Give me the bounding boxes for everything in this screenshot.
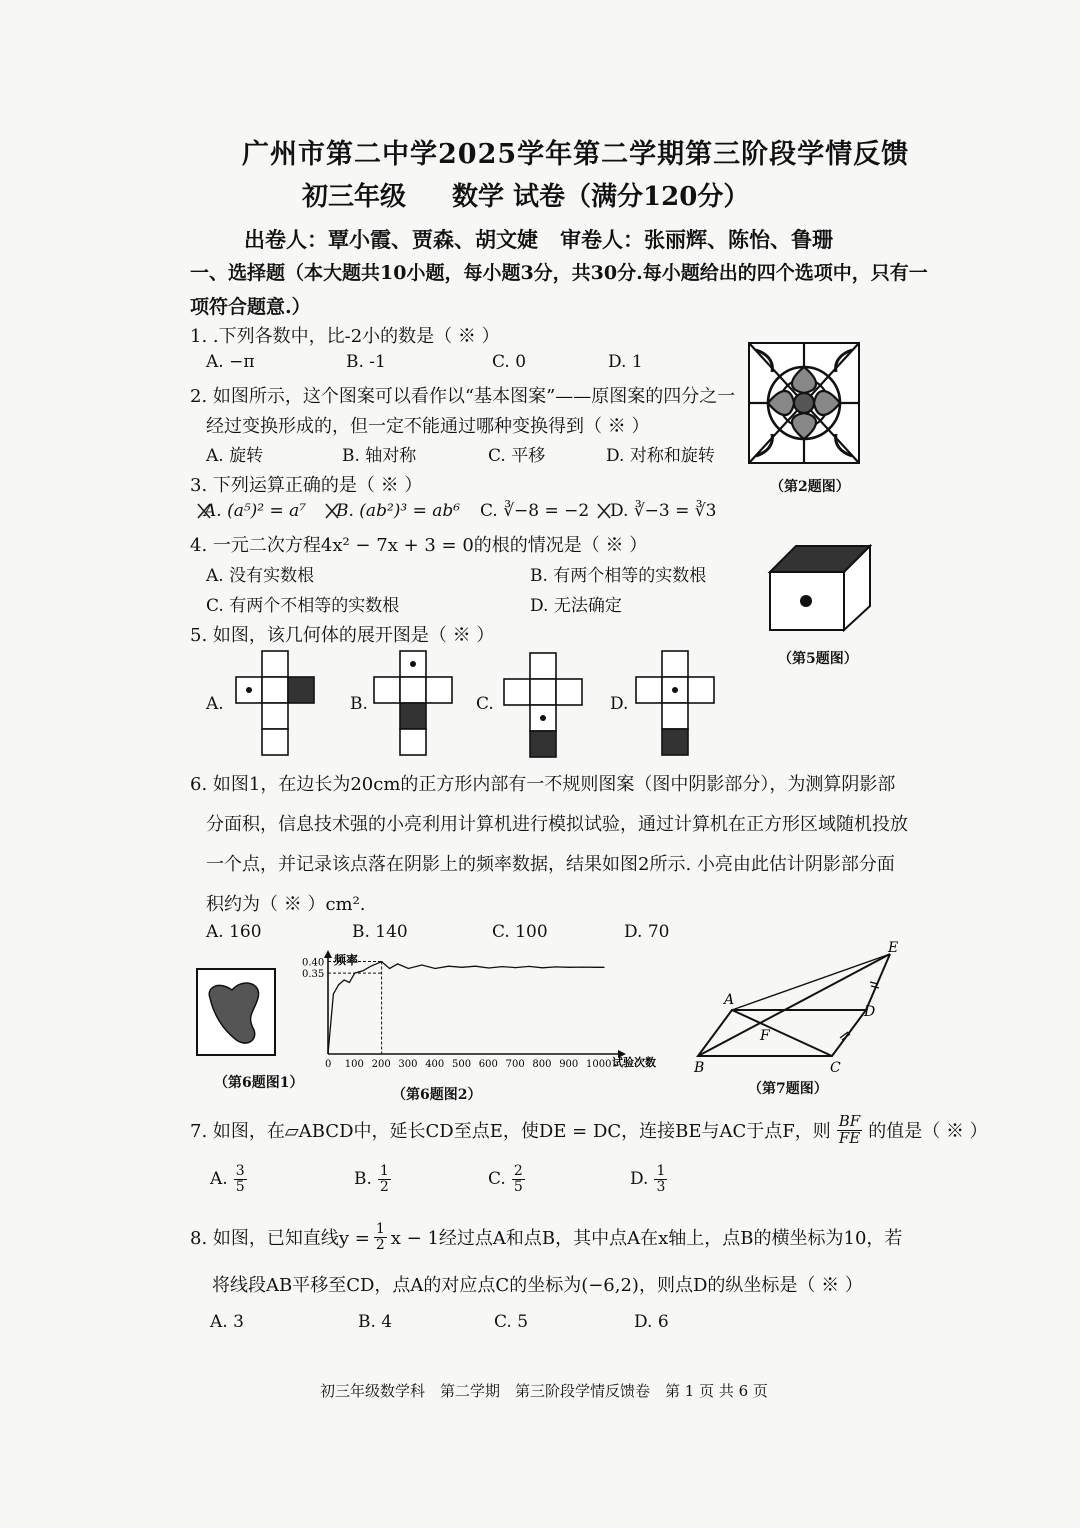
q7-option-a-fraction bbox=[234, 1164, 247, 1194]
x-tick-label: 600 bbox=[478, 1059, 498, 1070]
q5-net-a bbox=[236, 650, 316, 756]
q7-option-c bbox=[488, 1164, 525, 1194]
frequency-point bbox=[343, 979, 344, 980]
q7-option-d bbox=[630, 1164, 667, 1194]
q7-option-b bbox=[354, 1164, 391, 1194]
q7-option-a-label: A. bbox=[210, 1169, 228, 1190]
q2-stem-line2: 经过变换形成的，但一定不能通过哪种变换得到（ ※ ） bbox=[206, 416, 650, 437]
q7-fraction-denominator: FE bbox=[838, 1128, 861, 1147]
q7-option-a-num: 3 bbox=[235, 1163, 245, 1179]
frequency-point bbox=[448, 966, 449, 967]
x-tick-label: 500 bbox=[452, 1059, 472, 1070]
frequency-point bbox=[408, 968, 409, 969]
q7-option-c-fraction bbox=[512, 1164, 525, 1194]
q5-stem: 5. 如图，该几何体的展开图是（ ※ ） bbox=[190, 625, 495, 646]
frequency-point bbox=[542, 967, 543, 968]
q5-caption: （第5题图） bbox=[778, 651, 858, 667]
y-tick-label: 0.35 bbox=[302, 969, 325, 981]
q5-option-a-label: A. bbox=[206, 694, 224, 714]
exam-title: 广州市第二中学2025学年第二学期第三阶段学情反馈 bbox=[242, 139, 910, 170]
frequency-series-line bbox=[328, 962, 604, 1054]
q7-point-f: F bbox=[760, 1028, 770, 1044]
authors: 出卷人：覃小霞、贾森、胡文婕 bbox=[244, 227, 538, 252]
q7-option-a-den: 5 bbox=[235, 1178, 245, 1195]
q7-option-b-den: 2 bbox=[379, 1178, 389, 1195]
q7-option-b-label: B. bbox=[354, 1169, 372, 1190]
frequency-point bbox=[569, 967, 570, 968]
q7-option-b-fraction bbox=[378, 1164, 391, 1194]
q7-option-d-num: 1 bbox=[656, 1163, 666, 1179]
q5-net-d bbox=[636, 650, 716, 756]
frequency-point bbox=[333, 993, 334, 994]
q2-option-c: C. 平移 bbox=[488, 446, 546, 466]
q7-fraction-numerator: BF bbox=[838, 1112, 861, 1130]
x-tick-label: 400 bbox=[425, 1059, 445, 1070]
frequency-point bbox=[397, 963, 398, 964]
q5-option-c-label: C. bbox=[476, 694, 494, 714]
q8-stem-line2: 将线段AB平移至CD，点A的对应点C的坐标为(−6,2)，则点D的纵坐标是（ ※ ） bbox=[212, 1275, 863, 1296]
q8-option-a: A. 3 bbox=[210, 1312, 244, 1332]
q1-option-c: C. 0 bbox=[492, 352, 527, 372]
q3-option-d: D. ∛−3 = ∛3 bbox=[610, 501, 717, 521]
frequency-point bbox=[488, 967, 489, 968]
y-tick-label: 0.40 bbox=[302, 957, 325, 969]
q7-parallelogram-figure bbox=[690, 940, 910, 1076]
q3-option-b: B. (ab²)³ = ab⁶ bbox=[336, 501, 461, 521]
q5-cube-figure bbox=[768, 544, 872, 632]
q7-option-c-den: 5 bbox=[513, 1178, 523, 1195]
frequency-point bbox=[354, 973, 355, 974]
y-axis-arrow bbox=[324, 950, 332, 958]
q7-option-c-label: C. bbox=[488, 1169, 506, 1190]
q4-stem: 4. 一元二次方程4x² − 7x + 3 = 0的根的情况是（ ※ ） bbox=[190, 535, 648, 556]
q7-point-e: E bbox=[888, 940, 899, 956]
q6-stem-line2: 分面积，信息技术强的小亮利用计算机进行模拟试验，通过计算机在正方形区域随机投放 bbox=[206, 814, 908, 835]
q2-stem-line1: 2. 如图所示，这个图案可以看作以“基本图案”——原图案的四分之一 bbox=[190, 386, 736, 407]
reviewers: 审卷人：张丽辉、陈怡、鲁珊 bbox=[560, 227, 833, 252]
q7-caption: （第7题图） bbox=[748, 1081, 828, 1097]
frequency-point bbox=[435, 968, 436, 969]
q1-stem: 1. .下列各数中，比-2小的数是（ ※ ） bbox=[190, 326, 500, 347]
page-footer: 初三年级数学科 第二学期 第三阶段学情反馈卷 第 1 页 共 6 页 bbox=[320, 1382, 768, 1400]
q3-stem: 3. 下列运算正确的是（ ※ ） bbox=[190, 475, 423, 496]
q7-point-c: C bbox=[830, 1060, 841, 1076]
q7-option-b-num: 1 bbox=[379, 1163, 389, 1179]
q7-point-d: D bbox=[864, 1004, 876, 1020]
q5-option-b-label: B. bbox=[350, 694, 368, 714]
frequency-point bbox=[515, 967, 516, 968]
q7-point-b: B bbox=[694, 1060, 705, 1076]
q2-caption: （第2题图） bbox=[770, 479, 850, 495]
q1-option-d: D. 1 bbox=[608, 352, 643, 372]
y-axis-label: 频率 bbox=[334, 953, 359, 967]
q6-option-b: B. 140 bbox=[352, 922, 408, 942]
q8-fraction-num: 1 bbox=[375, 1221, 385, 1237]
section-heading-line2: 项符合题意.） bbox=[190, 296, 311, 318]
frequency-point bbox=[555, 966, 556, 967]
frequency-point bbox=[421, 964, 422, 965]
q6-stem-line1: 6. 如图1，在边长为20cm的正方形内部有一不规则图案（图中阴影部分），为测算阴影部 bbox=[190, 774, 896, 795]
frequency-point bbox=[528, 966, 529, 967]
q4-option-b: B. 有两个相等的实数根 bbox=[530, 566, 707, 586]
frequency-point bbox=[603, 967, 604, 968]
x-tick-label: 900 bbox=[559, 1059, 579, 1070]
frequency-point bbox=[381, 961, 382, 962]
q7-option-c-num: 2 bbox=[513, 1163, 523, 1179]
q6-frequency-chart bbox=[300, 950, 680, 1080]
q4-option-d: D. 无法确定 bbox=[530, 596, 622, 616]
q2-pattern-figure bbox=[748, 342, 860, 464]
x-tick-label: 200 bbox=[371, 1059, 391, 1070]
q8-stem-line1 bbox=[190, 1222, 902, 1252]
frequency-point bbox=[595, 967, 596, 968]
q7-option-d-den: 3 bbox=[656, 1178, 666, 1195]
q7-option-d-fraction bbox=[654, 1164, 667, 1194]
q7-stem-post: 的值是（ ※ ） bbox=[868, 1121, 988, 1143]
exam-subtitle: 数学 试卷（满分120分） bbox=[452, 182, 750, 212]
q3-option-c: C. ∛−8 = −2 bbox=[480, 501, 590, 521]
q7-point-a: A bbox=[724, 992, 735, 1008]
q2-option-b: B. 轴对称 bbox=[342, 446, 417, 466]
q4-option-a: A. 没有实数根 bbox=[206, 566, 315, 586]
q6-option-a: A. 160 bbox=[206, 922, 262, 942]
q7-option-d-label: D. bbox=[630, 1169, 649, 1190]
q6-option-c: C. 100 bbox=[492, 922, 548, 942]
frequency-point bbox=[389, 968, 390, 969]
frequency-point bbox=[461, 967, 462, 968]
q1-option-b: B. -1 bbox=[346, 352, 386, 372]
frequency-point bbox=[475, 966, 476, 967]
x-tick-label: 100 bbox=[344, 1059, 364, 1070]
q7-ratio-fraction bbox=[837, 1114, 862, 1147]
q6-stem-line3: 一个点，并记录该点落在阴影上的频率数据，结果如图2所示. 小亮由此估计阴影部分面 bbox=[206, 854, 895, 875]
q6-option-d: D. 70 bbox=[624, 922, 670, 942]
q2-option-d: D. 对称和旋转 bbox=[606, 446, 715, 466]
q7-option-a bbox=[210, 1164, 247, 1194]
q8-stem-pre: 8. 如图，已知直线y = bbox=[190, 1228, 370, 1250]
frequency-point bbox=[362, 970, 363, 971]
q8-stem-post: x − 1经过点A和点B，其中点A在x轴上，点B的横坐标为10，若 bbox=[390, 1228, 903, 1250]
q7-stem-pre: 7. 如图，在▱ABCD中，延长CD至点E，使DE = DC，连接BE与AC于点F，则 bbox=[190, 1121, 831, 1143]
x-tick-label: 300 bbox=[398, 1059, 418, 1070]
q3-option-a: A. (a⁵)² = a⁷ bbox=[204, 501, 307, 521]
x-tick-label: 800 bbox=[532, 1059, 552, 1070]
q5-option-d-label: D. bbox=[610, 694, 629, 714]
q6-caption1: （第6题图1） bbox=[214, 1075, 304, 1091]
q8-slope-fraction bbox=[374, 1222, 387, 1252]
frequency-point bbox=[502, 966, 503, 967]
frequency-point bbox=[349, 982, 350, 983]
q8-option-c: C. 5 bbox=[494, 1312, 529, 1332]
frequency-point bbox=[582, 967, 583, 968]
q2-option-a: A. 旋转 bbox=[206, 446, 264, 466]
q5-net-b bbox=[374, 650, 454, 756]
q8-option-d: D. 6 bbox=[634, 1312, 669, 1332]
q8-option-b: B. 4 bbox=[358, 1312, 393, 1332]
x-tick-label: 700 bbox=[505, 1059, 525, 1070]
q7-stem bbox=[190, 1114, 988, 1147]
q6-figure1-square bbox=[196, 968, 276, 1056]
frequency-point bbox=[338, 984, 339, 985]
x-tick-label: 0 bbox=[325, 1059, 332, 1070]
frequency-point bbox=[370, 966, 371, 967]
q8-fraction-den: 2 bbox=[375, 1236, 385, 1253]
grade-label: 初三年级 bbox=[302, 182, 407, 212]
section-heading-line1: 一、选择题（本大题共10小题，每小题3分，共30分.每小题给出的四个选项中，只有一 bbox=[190, 262, 928, 284]
q6-stem-line4: 积约为（ ※ ）cm². bbox=[206, 894, 366, 915]
q5-net-c bbox=[504, 652, 584, 758]
q6-caption2: （第6题图2） bbox=[392, 1087, 482, 1103]
x-axis-label: 试验次数 bbox=[612, 1056, 656, 1069]
x-tick-label: 1000 bbox=[586, 1059, 612, 1070]
q4-option-c: C. 有两个不相等的实数根 bbox=[206, 596, 400, 616]
q3-handwritten-marks bbox=[196, 500, 636, 524]
q1-option-a: A. −π bbox=[206, 352, 255, 372]
